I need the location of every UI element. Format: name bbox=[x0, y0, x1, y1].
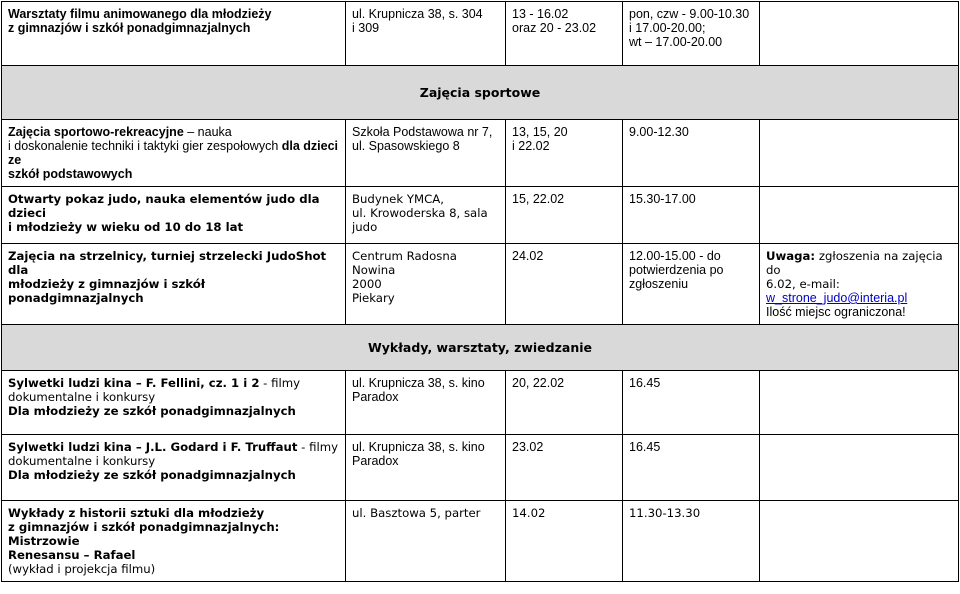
place-line: Paradox bbox=[352, 390, 399, 404]
hours-cell: 9.00-12.30 bbox=[623, 120, 760, 187]
schedule-table bbox=[1, 1, 959, 582]
place-cell bbox=[346, 244, 506, 325]
place-line: Centrum Radosna Nowina bbox=[352, 249, 457, 277]
event-desc: (wykład i projekcja filmu) bbox=[8, 562, 156, 576]
event-title: Sylwetki ludzi kina – F. Fellini, cz. 1 i 2 bbox=[8, 376, 260, 390]
note-text: Ilość miejsc ograniczona! bbox=[766, 305, 906, 319]
table-row bbox=[2, 2, 959, 66]
notes-cell bbox=[760, 120, 959, 187]
place-line: ul. Krupnicza 38, s. 304 bbox=[352, 7, 483, 21]
section-row bbox=[2, 66, 959, 120]
hours-line: pon, czw - 9.00-10.30 bbox=[629, 7, 750, 21]
hours-line: 12.00-15.00 - do bbox=[629, 249, 721, 263]
notes-cell bbox=[760, 371, 959, 435]
email-link[interactable]: w_strone_judo@interia.pl bbox=[766, 291, 908, 305]
event-desc: - filmy bbox=[297, 440, 339, 454]
place-line: Piekary bbox=[352, 291, 395, 305]
event-title-line: i młodzieży w wieku od 10 do 18 lat bbox=[8, 220, 244, 234]
event-audience: szkół podstawowych bbox=[8, 167, 133, 181]
event-cell bbox=[2, 187, 346, 244]
place-line: Paradox bbox=[352, 454, 399, 468]
hours-cell: 11.30-13.30 bbox=[623, 501, 760, 582]
note-text: 6.02, e-mail: bbox=[766, 277, 840, 291]
place-line: ul. Krupnicza 38, s. kino bbox=[352, 440, 485, 454]
dates-line: 13, 15, 20 bbox=[512, 125, 568, 139]
place-cell bbox=[346, 2, 506, 66]
event-title-line: Zajęcia na strzelnicy, turniej strzelecki JudoShot dla bbox=[8, 249, 327, 277]
event-audience: dla dzieci ze bbox=[8, 139, 339, 167]
place-line: 2000 bbox=[352, 277, 382, 291]
place-cell: ul. Basztowa 5, parter bbox=[346, 501, 506, 582]
note-text: zgłoszenia na zajęcia do bbox=[766, 249, 943, 277]
hours-line: zgłoszeniu bbox=[629, 277, 689, 291]
table-row bbox=[2, 435, 959, 501]
notes-cell bbox=[760, 187, 959, 244]
notes-cell bbox=[760, 2, 959, 66]
event-title-line: młodzieży z gimnazjów i szkół ponadgimnazjalnych bbox=[8, 277, 206, 305]
place-line: ul. Krowoderska 8, sala judo bbox=[352, 206, 488, 234]
hours-cell bbox=[623, 2, 760, 66]
event-cell bbox=[2, 501, 346, 582]
table-row bbox=[2, 120, 959, 187]
hours-line: potwierdzenia po bbox=[629, 263, 724, 277]
dates-line: i 22.02 bbox=[512, 139, 550, 153]
place-line: i 309 bbox=[352, 21, 380, 35]
event-desc: – nauka bbox=[183, 125, 232, 139]
place-line: Budynek YMCA, bbox=[352, 192, 444, 206]
hours-line: wt – 17.00-20.00 bbox=[629, 35, 723, 49]
place-cell bbox=[346, 120, 506, 187]
place-cell bbox=[346, 435, 506, 501]
notes-cell bbox=[760, 435, 959, 501]
event-desc: - filmy bbox=[259, 376, 301, 390]
hours-cell bbox=[623, 244, 760, 325]
place-cell bbox=[346, 371, 506, 435]
table-row bbox=[2, 187, 959, 244]
place-cell bbox=[346, 187, 506, 244]
notes-cell bbox=[760, 244, 959, 325]
event-audience: Dla młodzieży ze szkół ponadgimnazjalnych bbox=[8, 404, 296, 418]
place-line: ul. Krupnicza 38, s. kino bbox=[352, 376, 485, 390]
event-title-line: Warsztaty filmu animowanego dla młodzieży bbox=[8, 7, 272, 21]
dates-line: 13 - 16.02 bbox=[512, 7, 569, 21]
event-title-line: z gimnazjów i szkół ponadgimnazjalnych bbox=[8, 21, 251, 35]
dates-line: oraz 20 - 23.02 bbox=[512, 21, 597, 35]
table-row bbox=[2, 244, 959, 325]
hours-cell: 16.45 bbox=[623, 435, 760, 501]
dates-cell: 14.02 bbox=[506, 501, 623, 582]
dates-cell: 24.02 bbox=[506, 244, 623, 325]
event-title-line: Wykłady z historii sztuki dla młodzieży bbox=[8, 506, 265, 520]
event-title-line: z gimnazjów i szkół ponadgimnazjalnych: Mistrzowie bbox=[8, 520, 280, 548]
section-header-lectures: Wykłady, warsztaty, zwiedzanie bbox=[2, 325, 959, 371]
event-cell bbox=[2, 435, 346, 501]
event-title: Sylwetki ludzi kina – J.L. Godard i F. Truffaut bbox=[8, 440, 298, 454]
event-desc: dokumentalne i konkursy bbox=[8, 454, 156, 468]
event-audience: Dla młodzieży ze szkół ponadgimnazjalnych bbox=[8, 468, 296, 482]
event-cell bbox=[2, 371, 346, 435]
notes-cell bbox=[760, 501, 959, 582]
event-title-line: Renesansu – Rafael bbox=[8, 548, 136, 562]
dates-cell: 15, 22.02 bbox=[506, 187, 623, 244]
event-desc: i doskonalenie techniki i taktyki gier zespołowych bbox=[8, 139, 282, 153]
place-line: Szkoła Podstawowa nr 7, bbox=[352, 125, 493, 139]
event-title: Zajęcia sportowo-rekreacyjne bbox=[8, 125, 184, 139]
section-header-sports: Zajęcia sportowe bbox=[2, 66, 959, 120]
hours-line: i 17.00-20.00; bbox=[629, 21, 706, 35]
dates-cell: 23.02 bbox=[506, 435, 623, 501]
event-desc: dokumentalne i konkursy bbox=[8, 390, 156, 404]
event-title-line: Otwarty pokaz judo, nauka elementów judo dla dzieci bbox=[8, 192, 320, 220]
event-cell bbox=[2, 244, 346, 325]
hours-cell: 15.30-17.00 bbox=[623, 187, 760, 244]
note-label: Uwaga: bbox=[766, 249, 816, 263]
table-row bbox=[2, 371, 959, 435]
event-cell bbox=[2, 2, 346, 66]
dates-cell bbox=[506, 2, 623, 66]
event-cell bbox=[2, 120, 346, 187]
dates-cell: 20, 22.02 bbox=[506, 371, 623, 435]
hours-cell: 16.45 bbox=[623, 371, 760, 435]
dates-cell bbox=[506, 120, 623, 187]
place-line: ul. Spasowskiego 8 bbox=[352, 139, 460, 153]
table-row bbox=[2, 501, 959, 582]
section-row bbox=[2, 325, 959, 371]
